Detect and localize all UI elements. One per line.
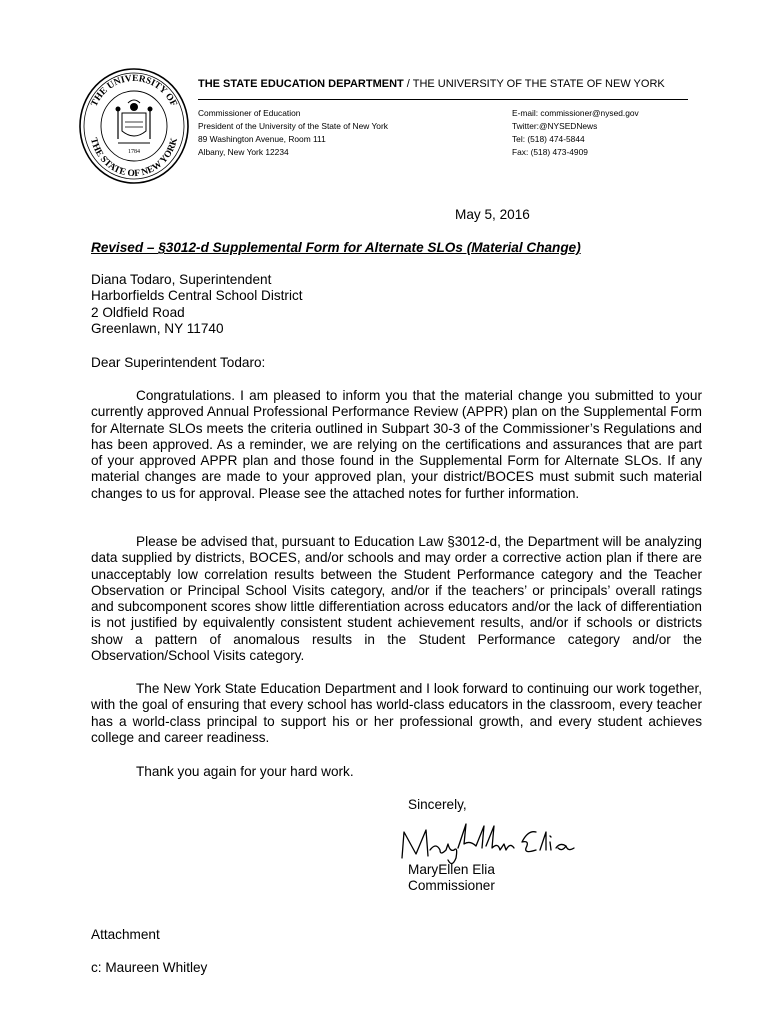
svg-text:1784: 1784 [128, 149, 140, 155]
address-line: Commissioner of Education [198, 108, 301, 118]
svg-text:THE UNIVERSITY OF: THE UNIVERSITY OF [89, 73, 179, 109]
signer-title: Commissioner [408, 878, 495, 894]
commissioner-address-block [198, 107, 388, 159]
signer-name: MaryEllen Elia [408, 862, 495, 877]
paragraph-text: Congratulations. I am pleased to inform you that the material change you submitted to your currently approved Annual Professional Performance Review (APPR) plan on the Supplemental Form for Alternate SLOs meets the criteria outlined in Subpart 30-3 of the Commissioner’s Regulations and has been approved. As a reminder, we are relying on the certifications and assurances that are part of your approved APPR plan and those found in the Supplemental Form for Alternate SLOs. If any material changes are made to your approved plan, your district/BOCES must submit such material changes to us for approval. Please see the attached notes for further information. [91, 388, 702, 501]
address-line: President of the University of the State of New York [198, 121, 388, 131]
signer-block [408, 862, 495, 895]
svg-text:THE STATE OF NEW YORK: THE STATE OF NEW YORK [87, 136, 181, 180]
recipient-address [91, 272, 303, 337]
address-line: 89 Washington Avenue, Room 111 [198, 134, 326, 144]
paragraph-thanks [91, 764, 702, 780]
contact-info-block [512, 107, 639, 159]
recipient-line: Harborfields Central School District [91, 288, 303, 304]
closing: Sincerely, [408, 797, 467, 812]
email-line: E-mail: commissioner@nysed.gov [512, 108, 639, 118]
header-rule [198, 99, 688, 100]
fax-line: Fax: (518) 473-4909 [512, 147, 588, 157]
cc-line: c: Maureen Whitley [91, 960, 208, 975]
department-title-bold: THE STATE EDUCATION DEPARTMENT [198, 78, 404, 90]
twitter-line: Twitter:@NYSEDNews [512, 121, 598, 131]
address-line: Albany, New York 12234 [198, 147, 289, 157]
department-title-rest: THE UNIVERSITY OF THE STATE OF NEW YORK [412, 78, 665, 90]
title-separator: / [403, 78, 413, 90]
department-title [198, 78, 665, 90]
paragraph-text: The New York State Education Department and I look forward to continuing our work together, with the goal of ensuring that every school has world-class educators in the classroom, every teacher has a world-class principal to support his or her professional growth, and every student achieves college and career readiness. [91, 681, 702, 745]
recipient-line: 2 Oldfield Road [91, 304, 185, 320]
paragraph-text: Thank you again for your hard work. [136, 764, 354, 779]
attachment-label: Attachment [91, 927, 160, 942]
recipient-line: Diana Todaro, Superintendent [91, 272, 272, 287]
paragraph-goals [91, 681, 702, 746]
letter-subject: Revised – §3012-d Supplemental Form for Alternate SLOs (Material Change) [91, 240, 581, 255]
nys-university-seal-icon [78, 67, 190, 185]
paragraph-advisory [91, 534, 702, 664]
salutation: Dear Superintendent Todaro: [91, 355, 266, 370]
paragraph-text: Please be advised that, pursuant to Education Law §3012-d, the Department will be analyzing data supplied by districts, BOCES, and/or schools and may order a corrective action plan if there are unacceptably low correlation results between the Student Performance category and the Teacher Observation or Principal School Visits category, and/or if the teachers’ or principals’ overall ratings and subcomponent scores show little differentiation across educators and/or the lack of differentiation is not justified by equivalently consistent student achievement results, and/or if schools or districts show a pattern of anomalous results in the Student Performance category and/or the Observation/School Visits category. [91, 534, 702, 664]
paragraph-approval [91, 388, 702, 502]
phone-line: Tel: (518) 474-5844 [512, 134, 585, 144]
letter-date: May 5, 2016 [455, 207, 530, 222]
recipient-line: Greenlawn, NY 11740 [91, 320, 224, 336]
